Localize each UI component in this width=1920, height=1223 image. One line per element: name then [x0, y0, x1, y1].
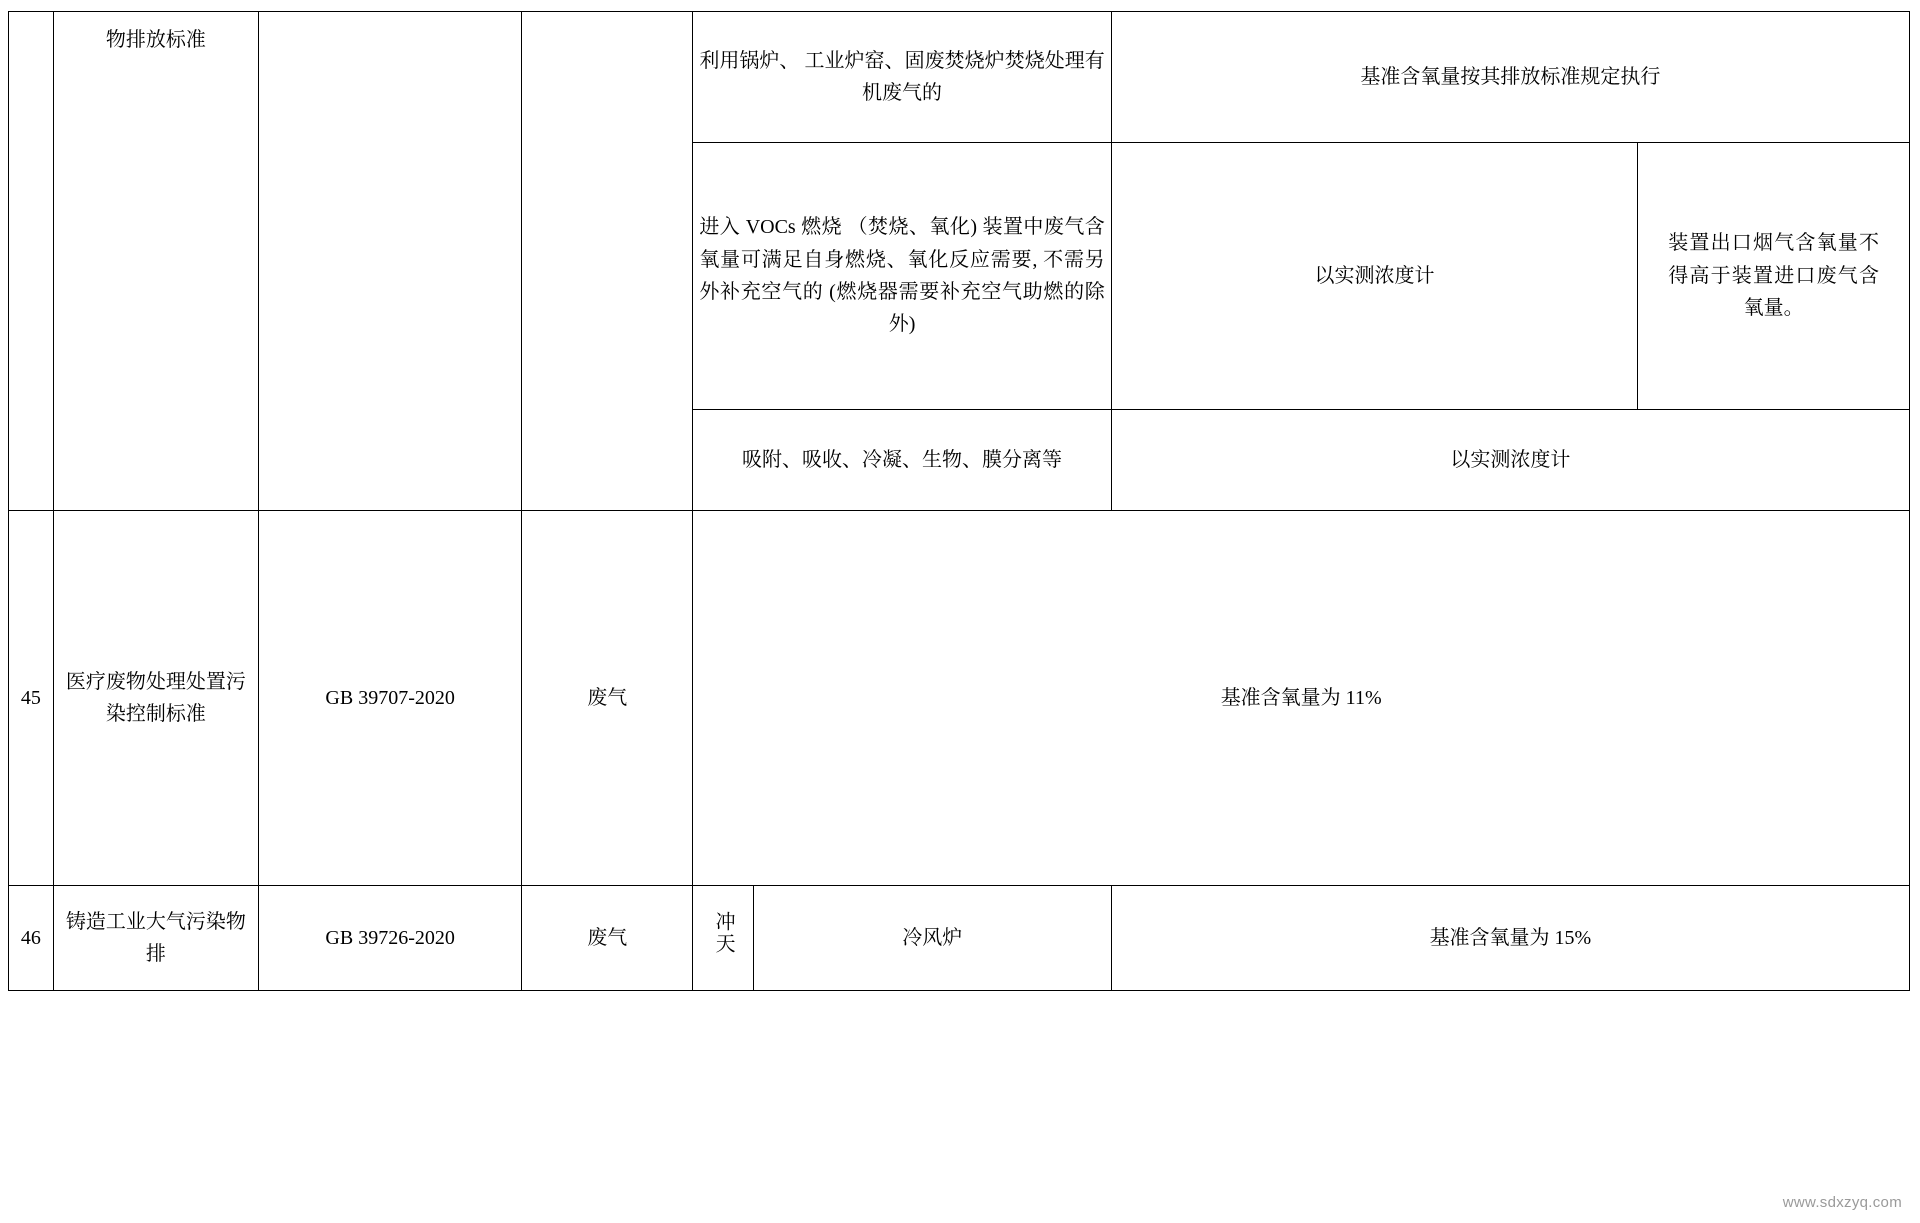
- standards-table: [8, 11, 1910, 991]
- cell-index: [9, 12, 54, 511]
- cell-standard-name: 物排放标准: [53, 12, 258, 511]
- table-row: [9, 511, 1910, 886]
- table-row: [9, 12, 1910, 143]
- watermark: www.sdxzyq.com: [1782, 1194, 1902, 1211]
- cell-emission-type: [522, 12, 693, 511]
- cell-sub-category: [693, 886, 754, 991]
- cell-emission-type: 废气: [522, 886, 693, 991]
- cell-note: 装置出口烟气含氧量不得高于装置进口废气含氧量。: [1638, 143, 1910, 410]
- cell-oxygen-rule: 基准含氧量按其排放标准规定执行: [1111, 12, 1909, 143]
- cell-condition: 吸附、吸收、冷凝、生物、膜分离等: [693, 410, 1111, 511]
- cell-standard-code: [259, 12, 522, 511]
- cell-standard-name: 医疗废物处理处置污染控制标准: [53, 511, 258, 886]
- cell-condition: 冷风炉: [753, 886, 1111, 991]
- cell-condition: 进入 VOCs 燃烧 （焚烧、氧化) 装置中废气含氧量可满足自身燃烧、氧化反应需要, 不需另外补充空气的 (燃烧器需要补充空气助燃的除外): [693, 143, 1111, 410]
- cell-oxygen-value: 基准含氧量为 11%: [693, 511, 1910, 886]
- cell-standard-name: 铸造工业大气污染物排: [53, 886, 258, 991]
- cell-emission-type: 废气: [522, 511, 693, 886]
- cell-index: 45: [9, 511, 54, 886]
- cell-standard-code: GB 39707-2020: [259, 511, 522, 886]
- cell-measure-basis: 以实测浓度计: [1111, 143, 1637, 410]
- cell-index: 46: [9, 886, 54, 991]
- table-row: [9, 886, 1910, 991]
- cell-oxygen-value: 基准含氧量为 15%: [1111, 886, 1909, 991]
- cell-condition: 利用锅炉、 工业炉窑、固废焚烧炉焚烧处理有机废气的: [693, 12, 1111, 143]
- cell-measure-basis: 以实测浓度计: [1111, 410, 1909, 511]
- cell-sub-category-label: 冲天: [712, 910, 735, 955]
- cell-standard-code: GB 39726-2020: [259, 886, 522, 991]
